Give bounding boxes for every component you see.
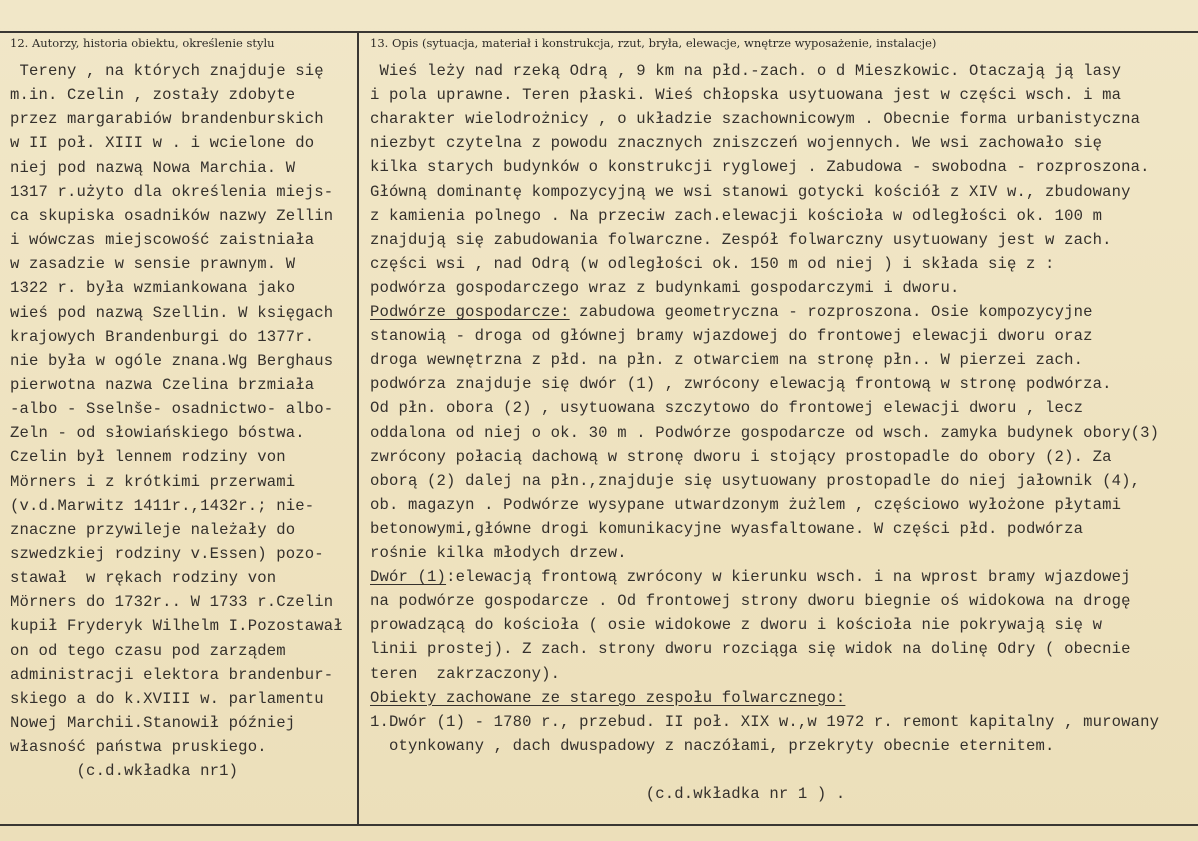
history-line: skiego a do k.XVIII w. parlamentu	[10, 689, 324, 708]
history-line: krajowych Brandenburgi do 1377r.	[10, 327, 315, 346]
section-12-header: 12. Autorzy, historia obiektu, określenie stylu	[10, 36, 275, 50]
history-line: własność państwa pruskiego.	[10, 738, 267, 757]
description-line	[370, 590, 1131, 612]
underlined-heading: Dwór (1)	[370, 568, 447, 587]
history-column	[6, 56, 358, 816]
top-rule	[0, 31, 1198, 33]
history-line: Czelin był lennem rodziny von	[10, 448, 286, 467]
text-segment: podwórza znajduje się dwór (1) , zwrócony elewacją frontową w stronę podwórza.	[370, 375, 1112, 394]
history-line: -albo - Sselnše- osadnictwo- albo-	[10, 400, 334, 419]
text-segment: Od płn. obora (2) , usytuowana szczytowo do frontowej elewacji dworu , lecz	[370, 399, 1084, 418]
history-line: niej pod nazwą Nowa Marchia. W	[10, 158, 296, 177]
history-line: stawał w rękach rodziny von	[10, 569, 277, 588]
text-segment: na podwórze gospodarcze . Od frontowej strony dworu biegnie oś widokowa na drogę	[370, 592, 1131, 611]
description-line	[370, 181, 1131, 203]
history-line: przez margarabiów brandenburskich	[10, 110, 324, 129]
history-line: Zeln - od słowiańskiego bóstwa.	[10, 424, 305, 443]
history-line: w zasadzie w sensie prawnym. W	[10, 255, 296, 274]
description-line	[370, 132, 1102, 154]
text-segment: 1.Dwór (1) - 1780 r., przebud. II poł. XIX w.,w 1972 r. remont kapitalny , murowany	[370, 712, 1160, 731]
text-segment: prowadzącą do kościoła ( osie widokowe z dworu i kościoła nie pokrywają się w	[370, 616, 1103, 635]
text-segment: charakter wielodrożnicy , o układzie szachownicowym . Obecnie forma urbanistyczna	[370, 110, 1141, 129]
text-segment: części wsi , nad Odrą (w odległości ok. 150 m od niej ) i składa się z :	[370, 254, 1055, 273]
text-segment: rośnie kilka młodych drzew.	[370, 544, 627, 562]
description-line	[370, 518, 1083, 540]
history-line: on od tego czasu pod zarządem	[10, 641, 286, 660]
text-segment: znajdują się zabudowania folwarczne. Zespół folwarczny usytuowany jest w zach.	[370, 230, 1112, 249]
description-line	[370, 349, 1083, 371]
underlined-heading: Obiekty zachowane ze starego zespołu folwarcznego:	[370, 688, 846, 707]
history-line: ca skupiska osadników nazwy Zellin	[10, 206, 334, 225]
text-segment: ob. magazyn . Podwórze wysypane utwardzonym żużlem , częściowo wyłożone płytami	[370, 495, 1122, 514]
history-line: znaczne przywileje należały do	[10, 520, 296, 539]
text-segment: Główną dominantę kompozycyjną we wsi stanowi gotycki kościół z XIV w., zbudowany	[370, 182, 1131, 201]
description-line	[370, 687, 845, 709]
text-segment: zabudowa geometryczna - rozproszona. Osie kompozycyjne	[569, 303, 1093, 321]
description-line	[370, 397, 1083, 419]
history-line: i wówczas miejscowość zaistniała	[10, 231, 315, 250]
description-line	[370, 470, 1140, 492]
text-segment: oddalona od niej o ok. 30 m . Podwórze gospodarcze od wsch. zamyka budynek obory(3)	[370, 423, 1160, 442]
history-line: pierwotna nazwa Czelina brzmiała	[10, 375, 315, 394]
text-segment: oborą (2) dalej na płn.,znajduje się usytuowany prostopadle do niej jałownik (4),	[370, 471, 1141, 490]
description-line	[370, 614, 1102, 636]
text-segment: stanowią - droga od głównej bramy wjazdowej do frontowej elewacji dworu oraz	[370, 327, 1093, 346]
text-segment: linii prostej). Z zach. strony dworu rozciąga się widok na dolinę Odry ( obecnie	[370, 640, 1131, 659]
description-line	[370, 60, 1121, 82]
history-line: Tereny , na których znajduje się	[10, 62, 324, 80]
text-segment: zwrócony połacią dachową w stronę dworu i stojący prostopadle do obory (2). Za	[370, 447, 1112, 466]
history-line: Nowej Marchii.Stanowił później	[10, 714, 296, 733]
history-line: Mörners do 1732r.. W 1733 r.Czelin	[10, 593, 334, 612]
text-segment: betonowymi,główne drogi komunikacyjne wyasfaltowane. W części płd. podwórza	[370, 519, 1084, 538]
description-line	[370, 108, 1140, 130]
history-line: wieś pod nazwą Szellin. W księgach	[10, 303, 334, 322]
description-line	[370, 422, 1159, 444]
description-line	[370, 783, 845, 805]
description-line	[370, 205, 1102, 227]
description-line	[370, 663, 560, 685]
description-line	[370, 494, 1121, 516]
history-line: (v.d.Marwitz 1411r.,1432r.; nie-	[10, 496, 315, 515]
description-line	[370, 373, 1112, 395]
section-13-header: 13. Opis (sytuacja, materiał i konstrukcja, rzut, bryła, elewacje, wnętrze wyposażenie, instalacje)	[370, 36, 937, 50]
text-segment: :elewacją frontową zwrócony w kierunku wsch. i na wprost bramy wjazdowej	[446, 568, 1131, 587]
text-segment: z kamienia polnego . Na przeciw zach.elewacji kościoła w odległości ok. 100 m	[370, 206, 1103, 225]
text-segment: niezbyt czytelna z powodu znacznych zniszczeń wojennych. We wsi zachowało się	[370, 134, 1103, 153]
description-line	[370, 301, 1093, 323]
text-segment: i pola uprawne. Teren płaski. Wieś chłopska usytuowana jest w części wsch. i ma	[370, 86, 1122, 105]
history-line: kupił Fryderyk Wilhelm I.Pozostawał	[10, 617, 343, 636]
history-line: 1317 r.użyto dla określenia miejs-	[10, 182, 334, 201]
text-segment: droga wewnętrzna z płd. na płn. z otwarciem na stronę płn.. W pierzei zach.	[370, 351, 1084, 370]
description-line	[370, 638, 1131, 660]
description-line	[370, 566, 1131, 588]
history-line: (c.d.wkładka nr1)	[10, 762, 239, 781]
history-line: nie była w ogóle znana.Wg Berghaus	[10, 351, 334, 370]
bottom-rule	[0, 824, 1198, 826]
history-line: szwedzkiej rodziny v.Essen) pozo-	[10, 545, 324, 563]
text-segment: otynkowany , dach dwuspadowy z naczółami, przekryty obecnie eternitem.	[370, 736, 1055, 755]
text-segment: (c.d.wkładka nr 1 ) .	[370, 785, 846, 803]
description-line	[370, 84, 1121, 106]
history-line: w II poł. XIII w . i wcielone do	[10, 134, 315, 153]
underlined-heading: Podwórze gospodarcze:	[370, 303, 570, 321]
text-segment: Wieś leży nad rzeką Odrą , 9 km na płd.-zach. o d Mieszkowic. Otaczają ją lasy	[370, 62, 1122, 80]
description-line	[370, 446, 1112, 468]
description-line	[370, 156, 1150, 178]
text-segment: kilka starych budynków o konstrukcji ryglowej . Zabudowa - swobodna - rozproszona.	[370, 158, 1150, 177]
text-segment: teren zakrzaczony).	[370, 664, 561, 683]
history-line: Mörners i z krótkimi przerwami	[10, 472, 296, 491]
description-line	[370, 229, 1112, 251]
description-line	[370, 542, 627, 564]
text-segment: podwórza gospodarczego wraz z budynkami gospodarczymi i dworu.	[370, 278, 960, 297]
description-line	[370, 253, 1055, 275]
history-line: 1322 r. była wzmiankowana jako	[10, 279, 296, 298]
description-line	[370, 325, 1093, 347]
description-line	[370, 735, 1055, 757]
description-line	[370, 277, 959, 299]
history-line: m.in. Czelin , zostały zdobyte	[10, 86, 296, 105]
description-line	[370, 711, 1159, 733]
description-column	[368, 56, 1198, 816]
history-line: administracji elektora brandenbur-	[10, 665, 334, 684]
